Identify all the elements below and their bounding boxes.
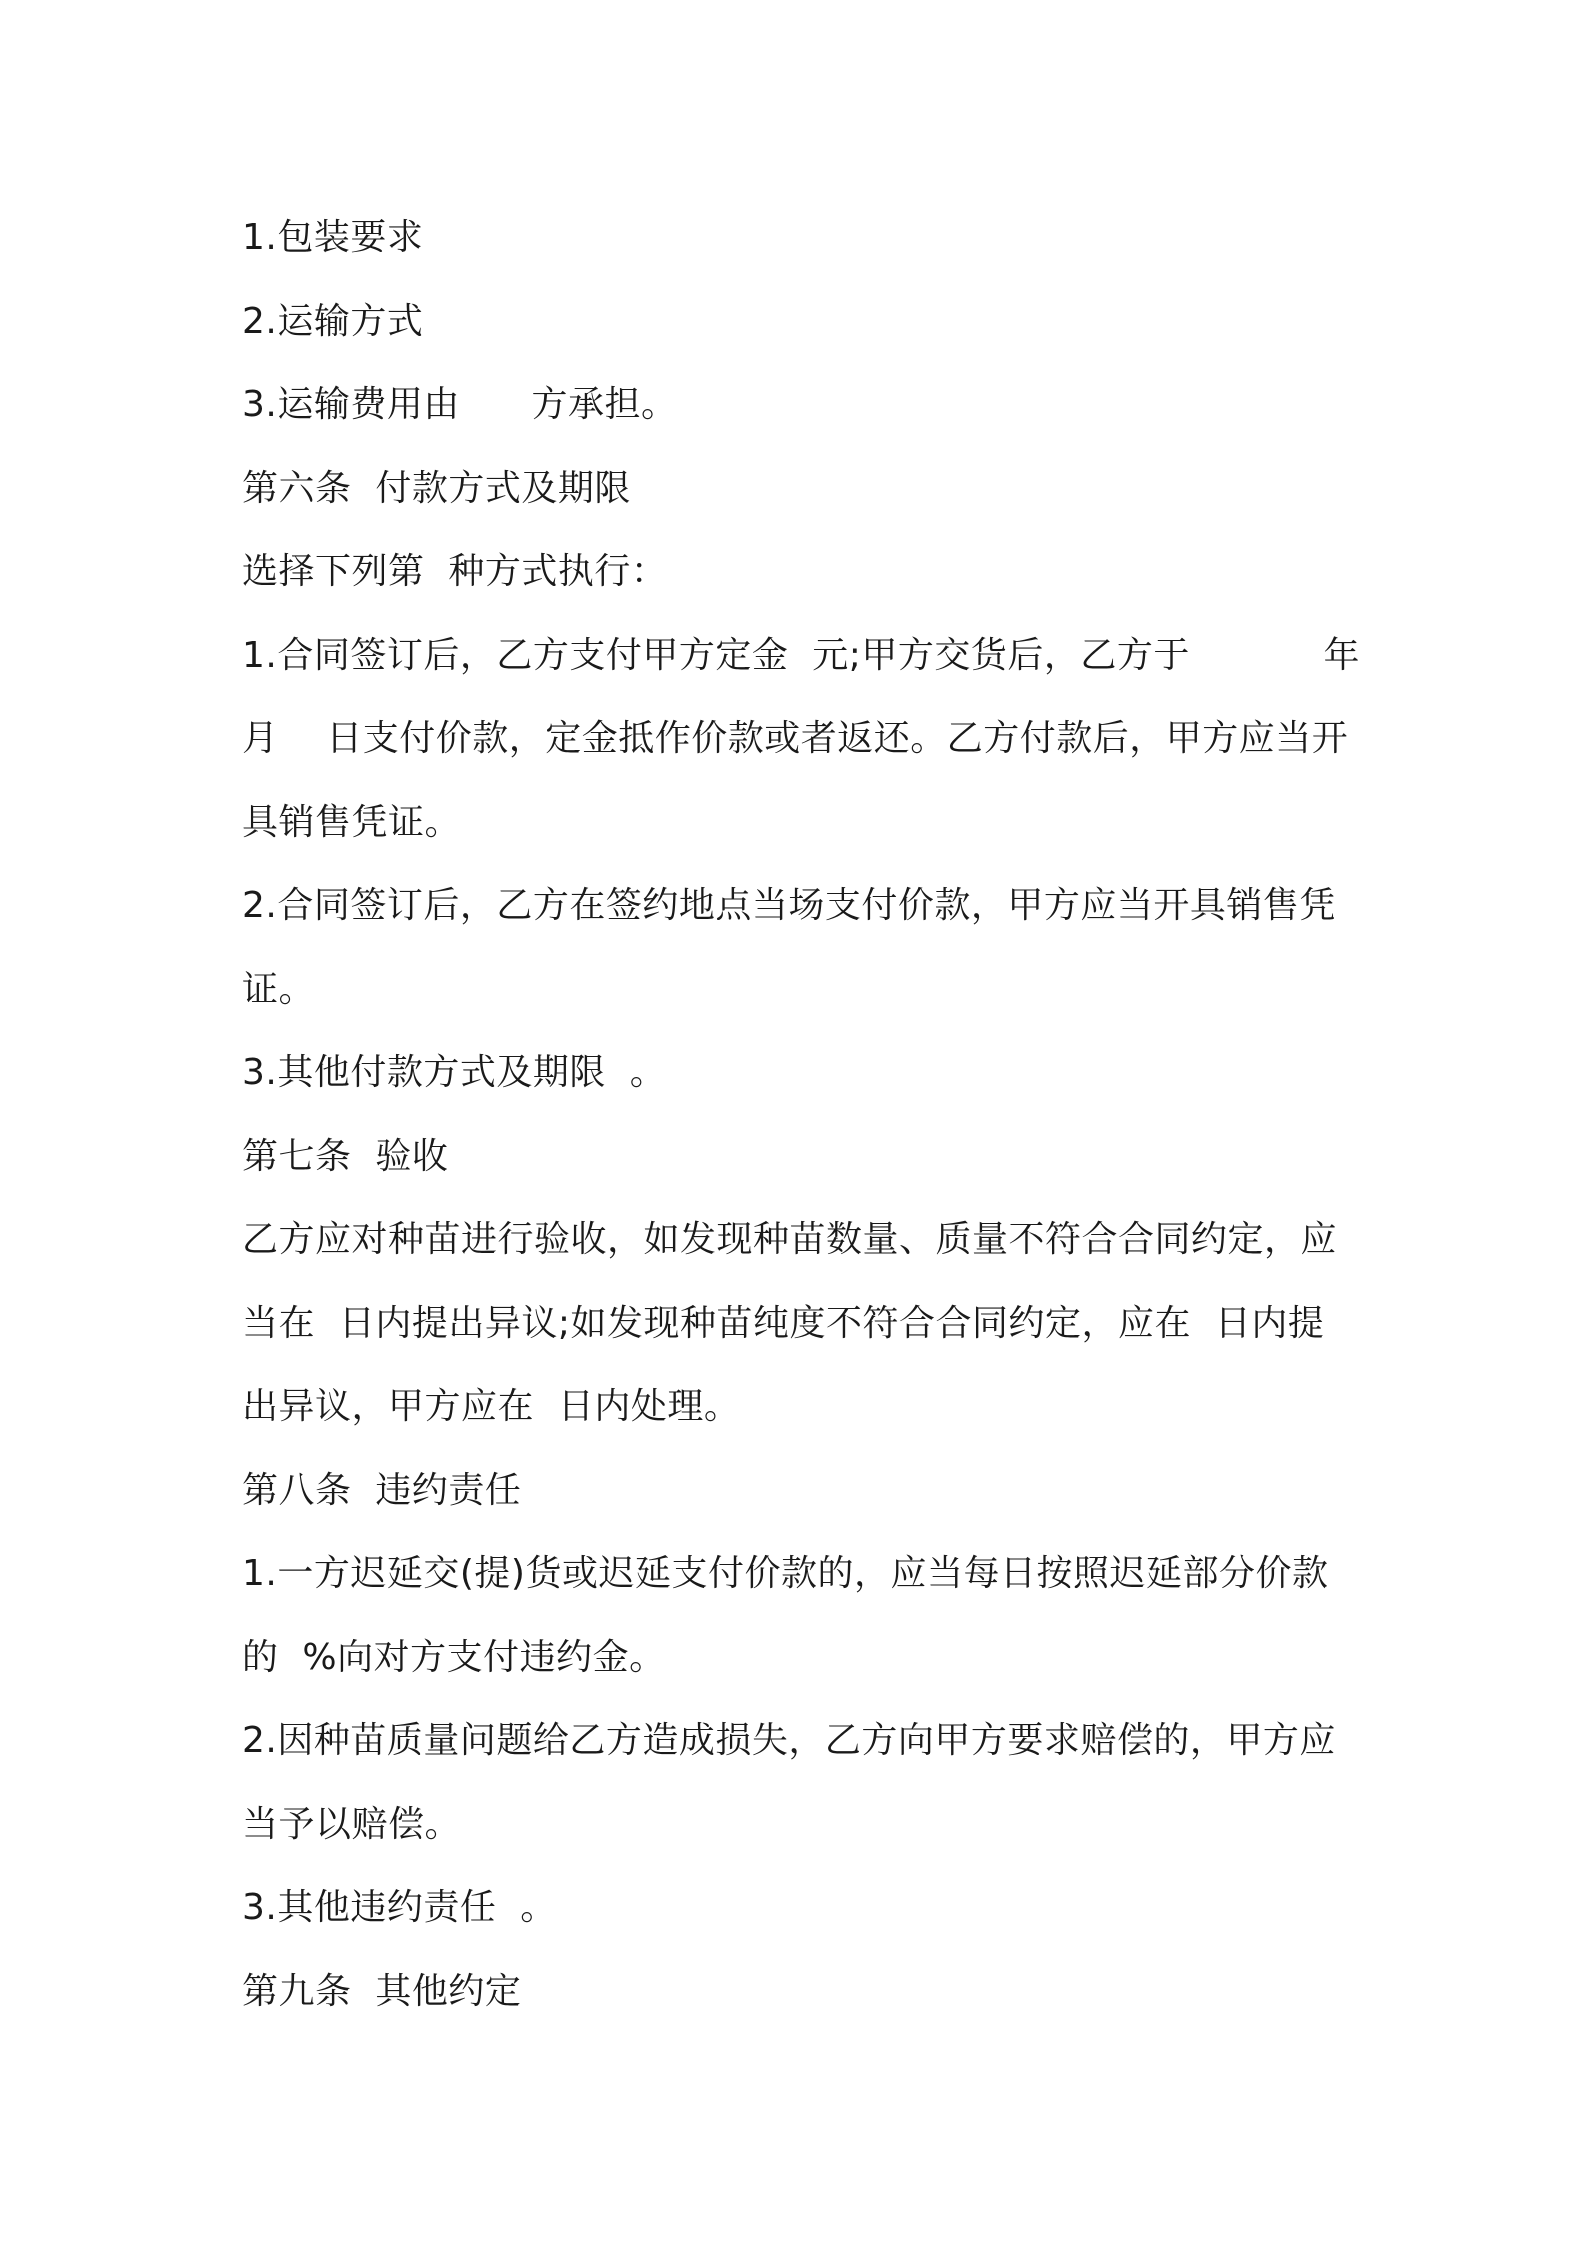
payment-option-1-line-1 [242,614,1360,698]
liability-2-line-1: 2.因种苗质量问题给乙方造成损失，乙方向甲方要求赔偿的，甲方应 [242,1720,1336,1761]
article-7-heading: 第七条 验收 [242,1135,449,1177]
transport-cost: 3.运输费用由 方承担。 [242,384,678,425]
payment-option-2-line-1: 2.合同签订后，乙方在签约地点当场支付价款，甲方应当开具销售凭 [242,885,1336,926]
payment-option-1-line-2: 月 日支付价款，定金抵作价款或者返还。乙方付款后，甲方应当开 [242,718,1349,759]
inspection-line-1: 乙方应对种苗进行验收，如发现种苗数量、质量不符合合同约定，应 [242,1219,1338,1260]
liability-3: 3.其他违约责任 。 [242,1887,557,1928]
payment-option-1-text: 1.合同签订后，乙方支付甲方定金 元;甲方交货后，乙方于 [242,634,1190,676]
payment-option-2-line-2: 证。 [242,968,316,1010]
article-9-heading: 第九条 其他约定 [242,1970,522,2012]
article-8-heading: 第八条 违约责任 [242,1469,522,1511]
article-6-heading: 第六条 付款方式及期限 [242,467,631,509]
payment-option-1-year: 年 [1323,634,1360,676]
packaging-requirement: 1.包装要求 [242,217,424,258]
payment-option-1-line-3: 具销售凭证。 [242,801,462,843]
liability-1-line-1: 1.一方迟延交(提)货或迟延支付价款的，应当每日按照迟延部分价款 [242,1553,1329,1594]
payment-option-3: 3.其他付款方式及期限 。 [242,1052,667,1093]
inspection-line-2: 当在 日内提出异议;如发现种苗纯度不符合合同约定，应在 日内提 [242,1302,1325,1344]
contract-text [242,196,1360,2033]
inspection-line-3: 出异议，甲方应在 日内处理。 [242,1386,741,1427]
transport-method: 2.运输方式 [242,300,424,342]
liability-1-line-2: 的 %向对方支付违约金。 [242,1636,666,1678]
payment-choice: 选择下列第 种方式执行： [242,551,668,592]
liability-2-line-2: 当予以赔偿。 [242,1803,462,1845]
